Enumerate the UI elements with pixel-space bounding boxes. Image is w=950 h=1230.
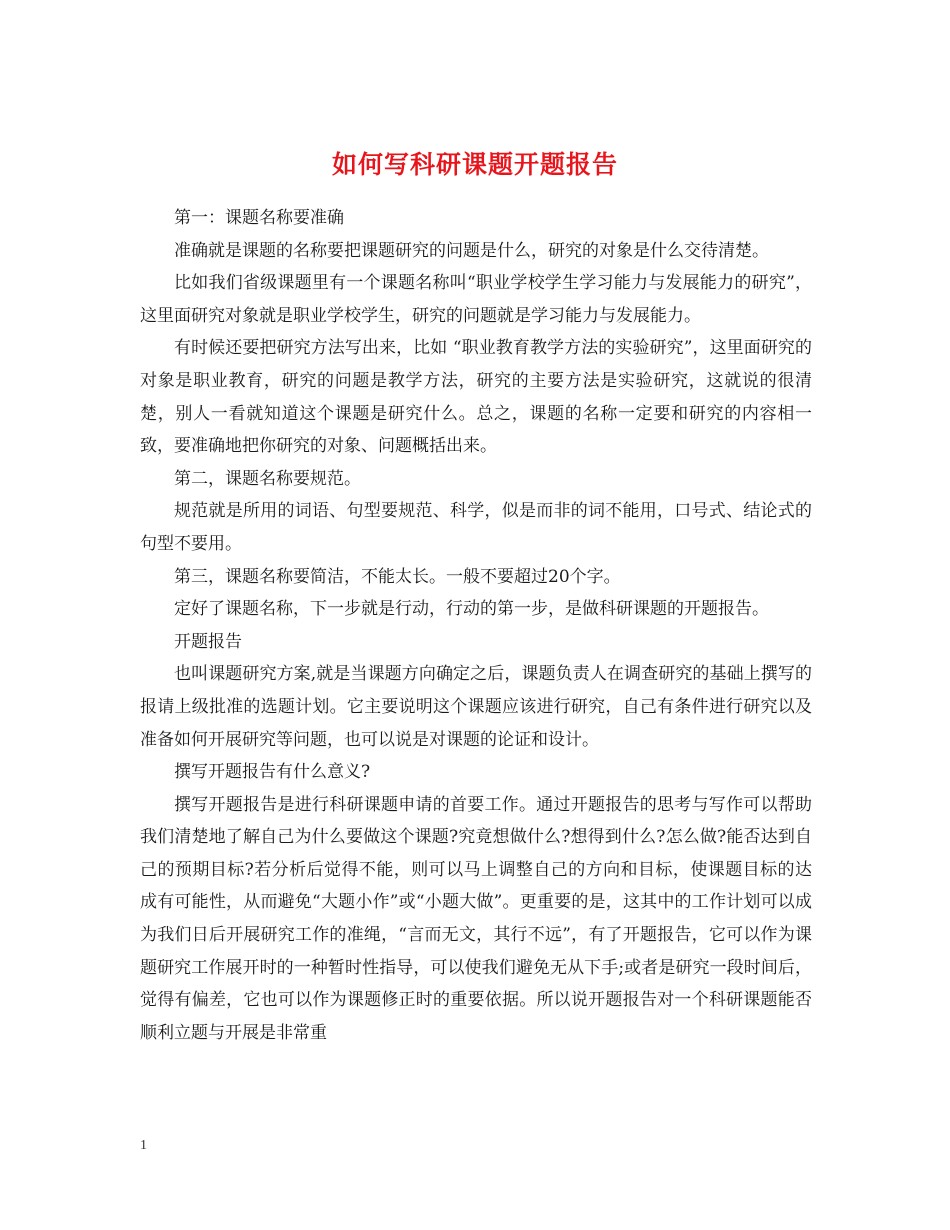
document-body (140, 202, 812, 1049)
paragraph: 准确就是课题的名称要把课题研究的问题是什么，研究的对象是什么交待清楚。 (174, 240, 769, 261)
paragraph: 第一：课题名称要准确 (174, 208, 344, 228)
paragraph: 规范就是所用的词语、句型要规范、科学，似是而非的词不能用，口号式、结论式的句型不要用。 (140, 501, 812, 554)
paragraph: 定好了课题名称，下一步就是行动，行动的第一步，是做科研课题的开题报告。 (174, 599, 769, 620)
paragraph: 有时候还要把研究方法写出来，比如 “职业教育教学方法的实验研究”，这里面研究的对象是职业教育，研究的问题是教学方法，研究的主要方法是实验研究，这就说的很清楚，别人一看就知道这个课题是研究什么。总之，课题的名称一定要和研究的内容相一致，要准确地把你研究的对象、问题概括出来。 (140, 338, 812, 457)
paragraph: 第二，课题名称要规范。 (174, 468, 361, 489)
paragraph: 撰写开题报告是进行科研课题申请的首要工作。通过开题报告的思考与写作可以帮助我们清楚地了解自己为什么要做这个课题?究竟想做什么?想得到什么?怎么做?能否达到自己的预期目标?若分析后觉得不能，则可以马上调整自己的方向和目标，使课题目标的达成有可能性，从而避免“大题小作”或“小题大做”。更重要的是，这其中的工作计划可以成为我们日后开展研究工作的准绳，“言而无文，其行不远”，有了开题报告，它可以作为课题研究工作展开时的一种暂时性指导，可以使我们避免无从下手;或者是研究一段时间后，觉得有偏差，它也可以作为课题修正时的重要依据。所以说开题报告对一个科研课题能否顺利立题与开展是非常重 (140, 794, 812, 1043)
page-number: 1 (140, 1138, 147, 1153)
paragraph: 撰写开题报告有什么意义? (174, 762, 371, 783)
paragraph: 开题报告 (174, 631, 242, 652)
paragraph: 第三，课题名称要简洁，不能太长。一般不要超过20个字。 (174, 566, 621, 587)
document-title: 如何写科研课题开题报告 (331, 149, 618, 179)
paragraph: 比如我们省级课题里有一个课题名称叫“职业学校学生学习能力与发展能力的研究”，这里面研究对象就是职业学校学生，研究的问题就是学习能力与发展能力。 (140, 273, 812, 326)
paragraph: 也叫课题研究方案,就是当课题方向确定之后，课题负责人在调查研究的基础上撰写的报请上级批准的选题计划。它主要说明这个课题应该进行研究，自己有条件进行研究以及准备如何开展研究等问题，也可以说是对课题的论证和设计。 (140, 664, 812, 750)
